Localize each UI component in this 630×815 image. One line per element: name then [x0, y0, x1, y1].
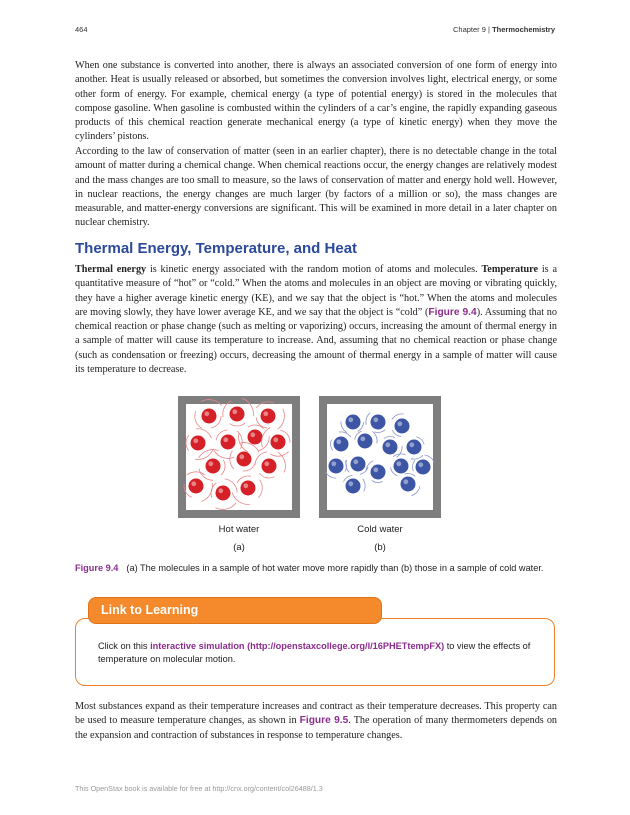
molecule — [223, 398, 254, 426]
figure-caption — [75, 563, 565, 573]
molecule — [392, 414, 410, 437]
molecule — [184, 472, 212, 502]
figure-9-4-link[interactable]: Figure 9.4 — [428, 306, 477, 318]
molecule — [346, 457, 368, 475]
running-header — [453, 25, 555, 34]
figure-number: Figure 9.4 — [75, 563, 119, 573]
link-to-learning-title: Link to Learning — [88, 597, 382, 624]
thermal-text-2: is a quantitative measure of “hot” or “cold.” When the atoms and molecules in an object are moving or vibrating quickly, they have a higher average kinetic energy (KE), and we say that the object is “hot.” When the atoms and molecules are moving slowly, they have lower average KE, and we say that the object is “cold” ( — [75, 264, 557, 318]
paragraph-expansion — [75, 700, 557, 743]
header-separator: | — [485, 25, 493, 34]
expansion-text-2: . The operation of many thermometers depends on the expansion and contraction of substances in response to temperature changes. — [75, 715, 558, 741]
paragraph-thermal-energy — [75, 263, 557, 377]
term-thermal-energy: Thermal energy — [75, 264, 147, 275]
molecule — [366, 413, 386, 433]
molecule — [325, 459, 346, 479]
molecule — [355, 431, 377, 448]
molecule — [214, 430, 242, 458]
cold-molecules — [319, 396, 441, 518]
molecule — [407, 437, 425, 459]
molecule — [341, 415, 364, 433]
molecule — [230, 443, 259, 471]
molecule — [256, 402, 284, 430]
molecule — [186, 429, 213, 460]
thermal-text-3: ). Assuming that no chemical reaction or phase change (such as melting or vaporizing) occurs, increasing the amount of thermal energy in a sample of matter will cause its temperature to increase. And, assuming that no chemical reaction or phase change (such as condensation or freezing) occurs, decreasing the amount of thermal energy in a sample of matter will cause its temperature to decrease. — [75, 306, 557, 376]
molecule — [401, 474, 420, 496]
term-temperature: Temperature — [481, 264, 539, 275]
cold-water-diagram — [319, 396, 441, 518]
molecule — [391, 454, 409, 476]
paragraph-conservation-of-matter: According to the law of conservation of matter (seen in an earlier chapter), there is no detectable change in the total amount of matter during a chemical change. When chemical reactions occur, the energy changes are relatively modest and the mass changes are too small to measure, so the laws of conservation of matter and energy hold well. However, in nuclear reactions, the energy changes are much larger (by factors of a million or so), the mass changes are measurable, and matter-energy conversions are significant. This will be examined in more detail in a later chapter on nuclear chemistry. — [75, 146, 557, 229]
chapter-title: Thermochemistry — [492, 25, 555, 34]
molecule — [366, 461, 386, 483]
cold-water-label: Cold water — [357, 524, 403, 535]
page-number: 464 — [75, 25, 88, 34]
molecule — [239, 425, 270, 452]
subfigure-a-label: (a) — [233, 542, 245, 553]
paragraph-energy-conversion: When one substance is converted into another, there is always an associated conversion of one form of energy into another. Heat is usually released or absorbed, but sometimes the conversion involves light, electrical energy, or some other form of energy. For example, chemical energy (a type of potential energy) is stored in the molecules that compose gasoline. When gasoline is combusted within the cylinders of a car’s engine, the rapidly expanding gaseous products of this chemical reaction generate mechanical energy (a type of kinetic energy) when they move the cylinders’ pistons. — [75, 60, 557, 143]
link-text-before: Click on this — [98, 641, 151, 651]
molecule — [343, 476, 365, 494]
expansion-text-1: Most substances expand as their temperature increases and contract as their temperature decreases. This property can be used to measure temperature changes, as shown in — [75, 701, 557, 727]
figure-caption-text: (a) The molecules in a sample of hot water move more rapidly than (b) those in a sample of cold water. — [126, 563, 544, 573]
interactive-simulation-link[interactable]: interactive simulation (http://openstaxcollege.org/l/16PHETtempFX) — [150, 641, 445, 651]
hot-water-diagram — [178, 396, 300, 518]
section-heading: Thermal Energy, Temperature, and Heat — [75, 240, 358, 257]
figure-9-5-link[interactable]: Figure 9.5 — [299, 715, 349, 727]
link-to-learning-text — [98, 640, 538, 666]
hot-water-label: Hot water — [218, 524, 260, 535]
molecule — [195, 400, 222, 429]
molecule — [211, 479, 237, 509]
subfigure-b-label: (b) — [374, 542, 386, 553]
link-text-after: to view the effects of temperature on molecular motion. — [98, 641, 531, 664]
hot-molecules — [178, 396, 300, 518]
thermal-text-1: is kinetic energy associated with the random motion of atoms and molecules. — [146, 264, 482, 275]
chapter-number: Chapter 9 — [453, 25, 486, 34]
molecule — [413, 455, 435, 475]
molecule — [199, 450, 225, 481]
footer-note: This OpenStax book is available for free at http://cnx.org/content/col26488/1.3 — [75, 784, 323, 793]
molecule — [331, 432, 351, 452]
